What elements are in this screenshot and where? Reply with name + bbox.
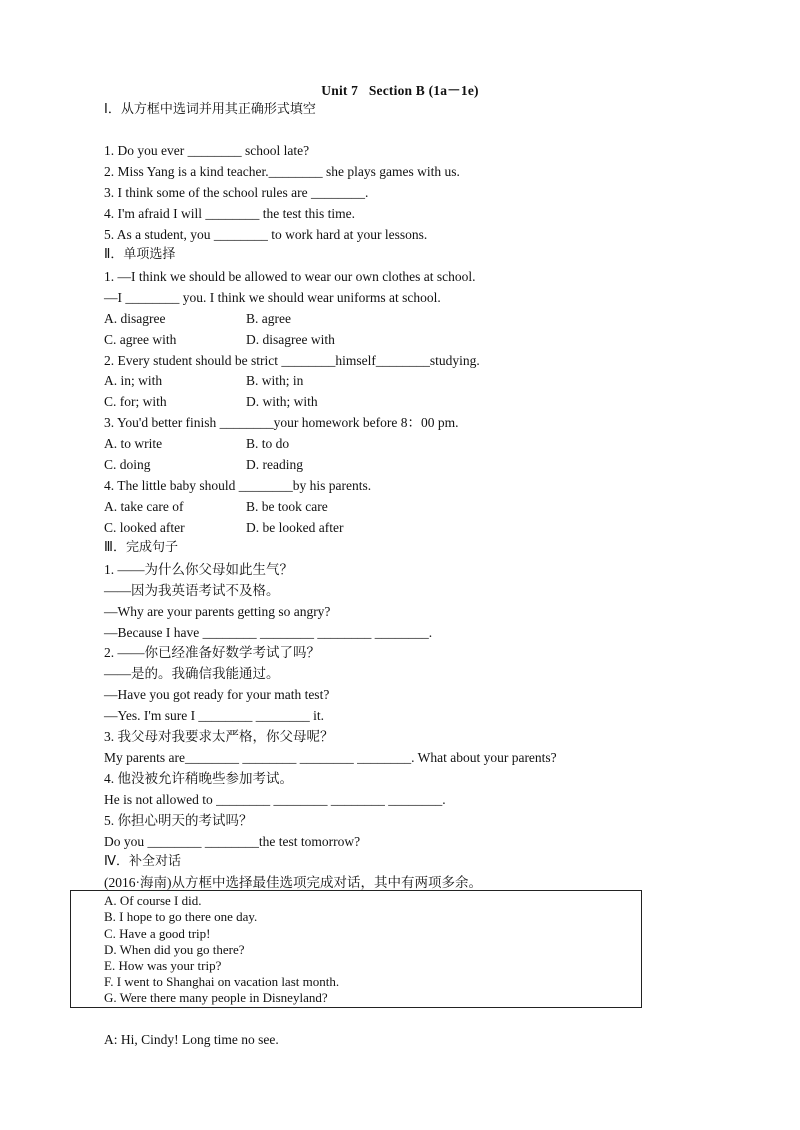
- section-2-heading: Ⅱ．单项选择: [104, 247, 176, 262]
- option-g: G. Were there many people in Disneyland?: [104, 990, 328, 1005]
- sec1-item-2: 2. Miss Yang is a kind teacher.________ she plays games with us.: [104, 164, 460, 179]
- sec2-option: A. to write: [104, 436, 163, 451]
- sec3-line: ——因为我英语考试不及格。: [104, 583, 280, 598]
- sec2-option: C. agree with: [104, 332, 177, 347]
- sec3-line: —Yes. I'm sure I ________ ________ it.: [104, 708, 325, 723]
- sec2-option: B. to do: [246, 436, 290, 451]
- sec1-item-5: 5. As a student, you ________ to work hard at your lessons.: [104, 227, 428, 242]
- sec3-line: —Have you got ready for your math test?: [104, 687, 330, 702]
- sec2-option: D. disagree with: [246, 332, 335, 347]
- options-box: [70, 890, 642, 1008]
- sec3-line: —Why are your parents getting so angry?: [104, 604, 331, 619]
- sec3-line: 3. 我父母对我要求太严格，你父母呢？: [104, 729, 334, 744]
- page-title: Unit 7 Section B (1a－1e): [321, 83, 479, 98]
- sec1-item-3: 3. I think some of the school rules are ________.: [104, 185, 369, 200]
- sec2-option: D. reading: [246, 457, 303, 472]
- sec2-q4-line: 4. The little baby should ________by his parents.: [104, 478, 372, 493]
- sec2-option: B. with; in: [246, 373, 304, 388]
- sec2-option: B. be took care: [246, 499, 328, 514]
- sec2-q3-line: 3. You'd better finish ________your homework before 8：00 pm.: [104, 415, 459, 430]
- sec4-intro: (2016·海南)从方框中选择最佳选项完成对话，其中有两项多余。: [104, 875, 482, 890]
- option-a: A. Of course I did.: [104, 893, 202, 908]
- sec2-option: C. doing: [104, 457, 151, 472]
- sec2-q2-line: 2. Every student should be strict ________himself________studying.: [104, 353, 480, 368]
- sec2-option: A. in; with: [104, 373, 163, 388]
- sec3-line: He is not allowed to ________ ________ ________ ________.: [104, 792, 446, 807]
- section-3-heading: Ⅲ．完成句子: [104, 540, 178, 555]
- sec3-line: ——是的。我确信我能通过。: [104, 666, 280, 681]
- sec2-option: D. with; with: [246, 394, 318, 409]
- section-1-heading: Ⅰ．从方框中选词并用其正确形式填空: [104, 102, 316, 117]
- sec2-option: C. looked after: [104, 520, 185, 535]
- sec3-line: My parents are________ ________ ________ ________. What about your parents?: [104, 750, 557, 765]
- sec3-line: —Because I have ________ ________ ________ ________.: [104, 625, 433, 640]
- sec2-option: A. disagree: [104, 311, 166, 326]
- sec3-line: 4. 他没被允许稍晚些参加考试。: [104, 771, 293, 786]
- sec1-item-1: 1. Do you ever ________ school late?: [104, 143, 310, 158]
- dialog-line: A: Hi, Cindy! Long time no see.: [104, 1032, 279, 1047]
- sec2-option: D. be looked after: [246, 520, 344, 535]
- sec3-line: Do you ________ ________the test tomorrow?: [104, 834, 361, 849]
- option-e: E. How was your trip?: [104, 958, 222, 973]
- sec2-q1-line: 1. —I think we should be allowed to wear our own clothes at school.: [104, 269, 476, 284]
- sec2-option: A. take care of: [104, 499, 184, 514]
- option-b: B. I hope to go there one day.: [104, 909, 258, 924]
- option-c: C. Have a good trip!: [104, 926, 211, 941]
- section-4-heading: Ⅳ．补全对话: [104, 854, 181, 869]
- sec2-option: B. agree: [246, 311, 291, 326]
- sec3-line: 1. ——为什么你父母如此生气？: [104, 562, 293, 577]
- option-d: D. When did you go there?: [104, 942, 245, 957]
- sec3-line: 2. ——你已经准备好数学考试了吗？: [104, 645, 320, 660]
- sec2-q1-response: —I ________ you. I think we should wear uniforms at school.: [104, 290, 441, 305]
- sec3-line: 5. 你担心明天的考试吗？: [104, 813, 253, 828]
- sec2-option: C. for; with: [104, 394, 167, 409]
- option-f: F. I went to Shanghai on vacation last month.: [104, 974, 340, 989]
- sec1-item-4: 4. I'm afraid I will ________ the test this time.: [104, 206, 356, 221]
